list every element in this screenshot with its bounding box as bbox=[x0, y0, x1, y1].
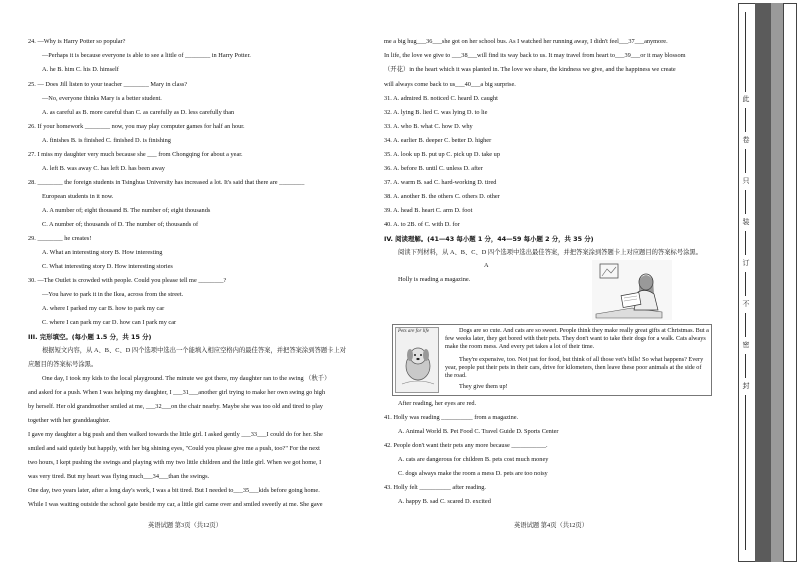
binding-inner-band bbox=[783, 3, 797, 562]
right-page-footer: 英语试题 第4页（共12页） bbox=[514, 522, 588, 529]
cloze-line-11: me a big hug___36___she got on her school bus. As I watched her running away, I didn't feel___37___anymore. bbox=[384, 38, 668, 45]
binding-dark-band bbox=[755, 3, 771, 562]
q30-options-1: A. where I parked my car B. how to park my car bbox=[42, 305, 165, 312]
cloze-line-5: I gave my daughter a big push and then walked towards the little girl. I asked gently ___33___I could do for her. She bbox=[28, 431, 323, 438]
seal-line-segment bbox=[745, 272, 746, 296]
seal-char: 装 bbox=[742, 218, 750, 226]
q24-line2: —Perhaps it is because everyone is able to see a little of ________ in Harry Potter. bbox=[42, 52, 251, 59]
binding-strip bbox=[735, 0, 800, 565]
pets-poster-image bbox=[395, 327, 439, 393]
q30-stem: 30. —The Outlet is crowded with people. Could you please tell me ________? bbox=[28, 277, 227, 284]
cloze-line-6: smiled and said quietly but happily, with her big shining eyes, "Could you please give me a push, too?" For the next bbox=[28, 445, 320, 452]
q28-options-2: C. A number of; thousands of D. The number of; thousands of bbox=[42, 221, 199, 228]
binding-grey-band bbox=[771, 3, 783, 562]
q42-options-1: A. cats are dangerous for children B. pets cost much money bbox=[398, 456, 549, 463]
q29-options-2: C. What interesting story D. How interesting stories bbox=[42, 263, 173, 270]
q27-stem: 27. I miss my daughter very much because she ___ from Chongqing for about a year. bbox=[28, 151, 243, 158]
q33-options: 33. A. who B. what C. how D. why bbox=[384, 123, 473, 130]
section-iv-heading: IV. 阅读理解。(41—43 每小题 1 分，44—59 每小题 2 分，共 35 分) bbox=[384, 235, 594, 243]
seal-line-segment bbox=[745, 395, 746, 550]
seal-line-segment bbox=[745, 231, 746, 255]
left-page-footer: 英语试题 第3页（共12页） bbox=[148, 522, 222, 529]
q43-options: A. happy B. sad C. scared D. excited bbox=[398, 498, 491, 505]
section-iv-instruction: 阅读下列材料，从 A、B、C、D 四个选项中选出最佳答案，并把答案涂到答题卡上对应题目的答案标号涂黑。 bbox=[398, 249, 703, 256]
q42-stem: 42. People don't want their pets any more because ___________. bbox=[384, 442, 548, 449]
q36-options: 36. A. before B. until C. unless D. after bbox=[384, 165, 483, 172]
seal-line-segment bbox=[745, 313, 746, 337]
q40-options: 40. A. to 2B. of C. with D. for bbox=[384, 221, 460, 228]
q30-options-2: C. where I can park my car D. how can I park my car bbox=[42, 319, 177, 326]
q29-stem: 29. ________ he creates! bbox=[28, 235, 92, 242]
cloze-line-12: In life, the love we give to ___38___will find its way back to us. It may travel from heart to___39___or it may blossom bbox=[384, 52, 686, 59]
cloze-line-10: While I was waiting outside the school gate beside my car, a little girl came over and smiled sweetly at me. She gave bbox=[28, 501, 323, 508]
pets-poster-title: Pets are for life bbox=[398, 329, 430, 334]
q43-stem: 43. Holly felt __________ after reading. bbox=[384, 484, 486, 491]
cloze-line-2: and asked for a push. When I was helping my daughter, I ___31___another girl trying to make her own swing go high bbox=[28, 389, 326, 396]
cloze-line-4: together with her granddaughter. bbox=[28, 417, 111, 424]
right-page bbox=[384, 0, 724, 565]
seal-line-segment bbox=[745, 190, 746, 214]
q25-options: A. as careful as B. more careful than C. as carefully as D. less carefully than bbox=[42, 109, 235, 116]
section-iii-instruction-2: 应题目的答案标号涂黑。 bbox=[28, 361, 98, 368]
cloze-line-7: two hours, I kept pushing the swings and playing with my two little children and the little girl. When we got home, I bbox=[28, 459, 322, 466]
seal-char: 封 bbox=[742, 382, 750, 390]
q29-options-1: A. What an interesting story B. How interesting bbox=[42, 249, 163, 256]
q42-options-2: C. dogs always make the room a mess D. pets are too noisy bbox=[398, 470, 548, 477]
q32-options: 32. A. lying B. lied C. was lying D. to lie bbox=[384, 109, 488, 116]
q38-options: 38. A. another B. the others C. others D. other bbox=[384, 193, 500, 200]
q27-options: A. left B. was away C. has left D. has been away bbox=[42, 165, 165, 172]
dog-illustration bbox=[396, 328, 439, 393]
passage-a-label: A bbox=[484, 262, 489, 269]
left-page bbox=[28, 0, 373, 565]
q28-line2: European students in it now. bbox=[42, 193, 114, 200]
seal-char: 卷 bbox=[742, 136, 750, 144]
q39-options: 39. A. head B. heart C. arm D. foot bbox=[384, 207, 473, 214]
q25-stem: 25. — Does Jill listen to your teacher ________ Mary in class? bbox=[28, 81, 188, 88]
passage-paragraph-1: Dogs are so cute. And cats are so sweet. People think they make really great gifts at Christmas. But a few weeks later, they get bored with their pets. They don't want to take their dogs for a walk. Cats always make the room mess. And every pet takes a lot of their time. bbox=[445, 327, 709, 350]
seal-line-segment bbox=[745, 108, 746, 132]
cloze-line-1: One day, I took my kids to the local playground. The minute we got there, my daughter ran to the swing （秋千） bbox=[42, 375, 331, 382]
q28-options-1: A. A number of; eight thousand B. The number of; eight thousands bbox=[42, 207, 211, 214]
q25-line2: —No, everyone thinks Mary is a better student. bbox=[42, 95, 162, 102]
passage-paragraph-3: They give them up! bbox=[459, 383, 508, 390]
passage-paragraph-2: They're expensive, too. Not just for food, but think of all those vet's bills! So what happens? Every year, people put their pets in their cars, drive for kilometers, then leave these poor animals at the side of the road. bbox=[445, 356, 704, 379]
q28-stem: 28. ________ the foreign students in Tsinghua University has increased a lot. It's said that there are ________ bbox=[28, 179, 305, 186]
cloze-line-13: （开花）in the heart which it was planted in. The love we share, the kindness we give, and the happiness we create bbox=[384, 66, 676, 73]
seal-char: 只 bbox=[742, 177, 750, 185]
seal-line-segment bbox=[745, 12, 746, 92]
q30-line2: —You have to park it in the Ikea, across from the street. bbox=[42, 291, 184, 298]
cloze-line-9: One day, two years later, after a long day's work, I was a bit tired. But I needed to___35___kids before going home. bbox=[28, 487, 320, 494]
cloze-line-14: will always come back to us___40___a big surprise. bbox=[384, 81, 516, 88]
q24-stem: 24. —Why is Harry Potter so popular? bbox=[28, 38, 126, 45]
after-reading-line: After reading, her eyes are red. bbox=[398, 400, 477, 407]
q41-options: A. Animal World B. Pet Food C. Travel Guide D. Sports Center bbox=[398, 428, 559, 435]
seal-char: 此 bbox=[742, 95, 750, 103]
seal-char: 订 bbox=[742, 259, 750, 267]
q31-options: 31. A. admired B. noticed C. heard D. caught bbox=[384, 95, 498, 102]
girl-reading-illustration bbox=[592, 260, 672, 320]
seal-char: 密 bbox=[742, 341, 750, 349]
q41-stem: 41. Holly was reading __________ from a magazine. bbox=[384, 414, 519, 421]
seal-line-segment bbox=[745, 149, 746, 173]
q35-options: 35. A. look up B. put up C. pick up D. take up bbox=[384, 151, 500, 158]
seal-char: 不 bbox=[742, 300, 750, 308]
cloze-line-3: by herself. Her old grandmother smiled at me, ___32___on the chair nearby. Maybe she was too old and tired to play bbox=[28, 403, 323, 410]
q37-options: 37. A. warm B. sad C. hard-working D. tired bbox=[384, 179, 497, 186]
q26-options: A. finishes B. is finished C. finished D. is finishing bbox=[42, 137, 171, 144]
section-iii-heading: III. 完形填空。(每小题 1.5 分，共 15 分) bbox=[28, 333, 152, 341]
cloze-line-8: was very tired. But my heart was flying much___34___than the swings. bbox=[28, 473, 210, 480]
section-iii-instruction-1: 根据短文内容，从 A、B、C、D 四个选项中选出一个能填入相应空格内的最佳答案，并把答案涂到答题卡上对 bbox=[42, 347, 347, 354]
q24-options: A. he B. him C. his D. himself bbox=[42, 66, 119, 73]
q34-options: 34. A. earlier B. deeper C. better D. higher bbox=[384, 137, 492, 144]
q26-stem: 26. If your homework ________ now, you may play computer games for half an hour. bbox=[28, 123, 245, 130]
seal-line-segment bbox=[745, 354, 746, 378]
reading-passage-box bbox=[392, 324, 712, 396]
holly-reading-line: Holly is reading a magazine. bbox=[398, 276, 471, 283]
